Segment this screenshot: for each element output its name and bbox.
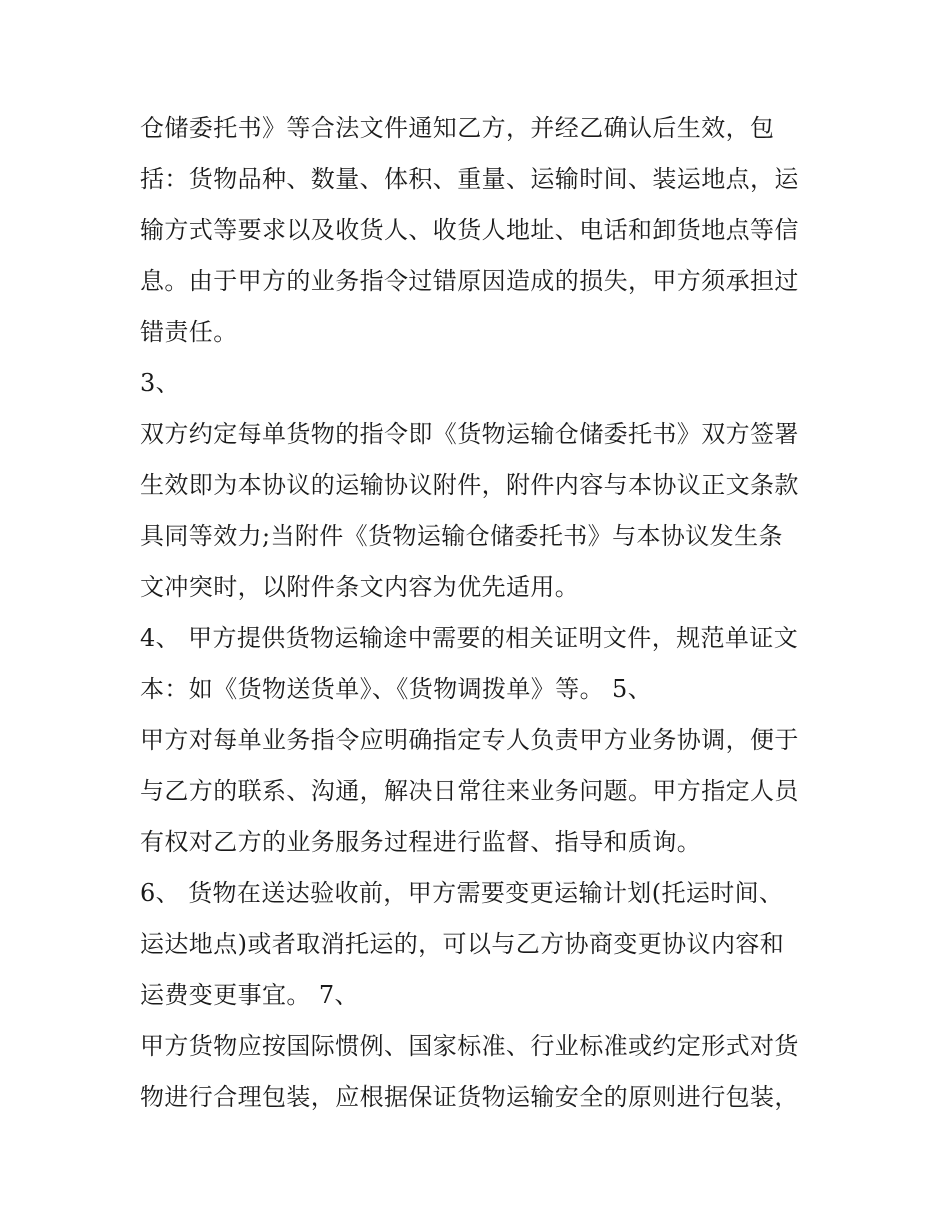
- text-line: 6、 货物在送达验收前，甲方需要变更运输计划(托运时间、: [140, 879, 784, 907]
- text-line: 括：货物品种、数量、体积、重量、运输时间、装运地点，运: [140, 165, 799, 193]
- text-line: 输方式等要求以及收货人、收货人地址、电话和卸货地点等信: [140, 216, 799, 244]
- text-line: 息。由于甲方的业务指令过错原因造成的损失，甲方须承担过: [140, 267, 799, 295]
- text-line: 具同等效力;当附件《货物运输仓储委托书》与本协议发生条: [140, 522, 783, 550]
- text-line: 文冲突时，以附件条文内容为优先适用。: [140, 573, 580, 601]
- text-line: 物进行合理包装，应根据保证货物运输安全的原则进行包装，: [140, 1083, 799, 1111]
- text-line: 运达地点)或者取消托运的，可以与乙方协商变更协议内容和: [140, 930, 785, 958]
- text-line: 运费变更事宜。 7、: [140, 981, 359, 1009]
- text-line: 生效即为本协议的运输协议附件，附件内容与本协议正文条款: [140, 471, 799, 499]
- text-line: 本：如《货物送货单》、《货物调拨单》等。 5、: [140, 675, 653, 703]
- text-line: 仓储委托书》等合法文件通知乙方，并经乙确认后生效，包: [140, 114, 775, 142]
- text-line: 双方约定每单货物的指令即《货物运输仓储委托书》双方签署: [140, 420, 799, 448]
- text-line: 甲方对每单业务指令应明确指定专人负责甲方业务协调，便于: [140, 726, 799, 754]
- text-line: 错责任。: [140, 318, 238, 346]
- section-number: 3、: [140, 369, 181, 397]
- text-line: 4、 甲方提供货物运输途中需要的相关证明文件，规范单证文: [140, 624, 799, 652]
- text-line: 甲方货物应按国际惯例、国家标准、行业标准或约定形式对货: [140, 1032, 799, 1060]
- text-line: 有权对乙方的业务服务过程进行监督、指导和质询。: [140, 828, 702, 856]
- document-body: [140, 103, 815, 1123]
- text-line: 与乙方的联系、沟通，解决日常往来业务问题。甲方指定人员: [140, 777, 799, 805]
